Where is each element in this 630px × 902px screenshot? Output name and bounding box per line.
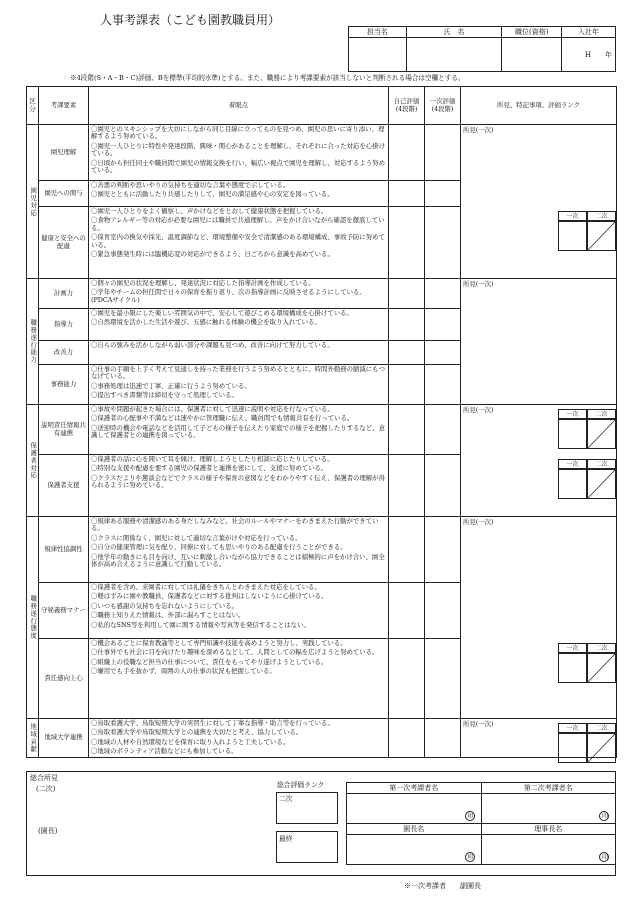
element-cell: 指導力 bbox=[39, 309, 89, 341]
point-text: 〇園児とともに活動したり共感したりして、園児の満足感や心の安定を図っている。 bbox=[91, 190, 334, 199]
tanto-field[interactable] bbox=[349, 38, 407, 72]
second-evaluator-field[interactable] bbox=[481, 794, 616, 824]
point-text: 〇職務上知りえた情報は、外部に漏らすことはない。 bbox=[91, 611, 245, 620]
first-rank-header: 一次 bbox=[558, 211, 587, 221]
evaluation-table bbox=[26, 86, 617, 758]
seal-mark: 印 bbox=[599, 811, 609, 821]
year-field[interactable] bbox=[562, 38, 616, 72]
point-text: 〇自然環境を活かした生活や遊び、五感に触れる体験の機会を取り入れている。 bbox=[91, 318, 321, 327]
point-text: 〇軽はずみに園や教職員、保護者などに対する批判はしないように心掛けている。 bbox=[91, 592, 328, 601]
position-field[interactable] bbox=[502, 38, 562, 72]
point-text: 〇組織上の役職など担当の仕事について、責任をもってやり遂げようとしている。 bbox=[91, 657, 328, 666]
evaluation-notice: ※4段階(S・A・B・C)評価、Bを標準(平均的水準)とする。また、職務により考課要素が該当しないと判断される場合は空欄とする。 bbox=[70, 74, 465, 82]
element-cell: 園児理解 bbox=[39, 125, 89, 181]
col-self-eval: 自己評価 (4段階) bbox=[389, 87, 425, 125]
self-eval-cell[interactable] bbox=[389, 181, 425, 207]
category-cell: 職務遂行態度 bbox=[27, 517, 39, 719]
second-rank-header: 二次 bbox=[587, 723, 616, 733]
first-eval-cell[interactable] bbox=[425, 309, 461, 341]
first-rank-header: 一次 bbox=[558, 459, 587, 469]
first-eval-cell[interactable] bbox=[425, 365, 461, 405]
seal-mark: 印 bbox=[599, 852, 609, 862]
point-text: 〇園児一人ひとりをよく観察し、声かけなどをとおして健康状態を把握している。 bbox=[91, 207, 328, 215]
chairman-label: 理事長名 bbox=[481, 824, 616, 835]
points-cell bbox=[89, 639, 389, 719]
element-cell: 地域大学連携 bbox=[39, 719, 89, 758]
point-text: 〇保護者を含め、来園者に対しては礼儀をきちんとわきまえた対応をしている。 bbox=[91, 583, 321, 591]
points-cell bbox=[89, 181, 389, 207]
rank-boxes bbox=[558, 643, 616, 693]
element-cell: 保護者支援 bbox=[39, 455, 89, 517]
first-rank-header: 一次 bbox=[558, 409, 587, 419]
col-element: 考課要素 bbox=[39, 87, 89, 125]
second-rank-header: 二次 bbox=[587, 409, 616, 419]
first-eval-cell[interactable] bbox=[425, 455, 461, 517]
point-text: 〇園児とのスキンシップを大切にしながら同じ目線に立ってものを見つめ、園児の思いに寄り添い、理解するよう努めている。 bbox=[91, 125, 385, 141]
principal-field[interactable] bbox=[347, 835, 482, 865]
remarks-cell[interactable] bbox=[461, 125, 617, 279]
second-rank-header: 二次 bbox=[587, 459, 616, 469]
point-text: 〇私的なSNS等を利用して園に関する情報や写真等を発信することはない。 bbox=[91, 620, 310, 629]
points-cell bbox=[89, 279, 389, 309]
self-eval-cell[interactable] bbox=[389, 517, 425, 583]
first-rank-field[interactable] bbox=[558, 733, 587, 763]
second-rank-field[interactable] bbox=[587, 653, 616, 683]
col-remarks: 所見、特記事項、評価ランク bbox=[461, 87, 617, 125]
point-text: 〇クラスだよりや懇談会などでクラスの様子や保育の意図などをわかりやすく伝え、保護者の理解が得られるように努めている。 bbox=[91, 473, 385, 490]
first-evaluator-label: 第一次考課者名 bbox=[347, 783, 482, 794]
point-text: 〇他学年の動きにも目を向け、互いに刺激し合いながら協力できることは積極的に声をかけ合い、園全体が高め合えるように意識して行動している。 bbox=[91, 552, 385, 569]
header-col-name: 氏 名 bbox=[406, 27, 502, 38]
point-text: 〇事故や問題が起きた場合には、保護者に対して迅速に説明や対応を行なっている。 bbox=[91, 405, 334, 413]
category-cell: 保護者対応 bbox=[27, 405, 39, 517]
category-cell: 地域貢献 bbox=[27, 719, 39, 758]
first-eval-cell[interactable] bbox=[425, 405, 461, 455]
first-eval-cell[interactable] bbox=[425, 279, 461, 309]
element-cell: 健康と安全への配慮 bbox=[39, 207, 89, 279]
self-eval-cell[interactable] bbox=[389, 719, 425, 758]
self-eval-cell[interactable] bbox=[389, 207, 425, 279]
first-eval-cell[interactable] bbox=[425, 583, 461, 639]
points-cell bbox=[89, 341, 389, 365]
opinion-first-label: 所見(一次) bbox=[463, 126, 494, 134]
element-cell: 説明責任情報共有連携 bbox=[39, 405, 89, 455]
opinion-first-label: 所見(一次) bbox=[463, 720, 494, 728]
point-text: 〇園児一人ひとりに特性や発達段階、興味・関心があることを理解し、それぞれに合った対応を心掛けている。 bbox=[91, 141, 385, 158]
diagonal-slash bbox=[588, 470, 615, 498]
seal-mark: 印 bbox=[465, 852, 475, 862]
point-text: 〇規律ある服務や清潔感のある身だしなみなど、社会のルールやマナーをわきまえた行動ができている。 bbox=[91, 517, 379, 533]
opinion-first-label: 所見(一次) bbox=[463, 518, 494, 526]
header-info-table bbox=[348, 26, 616, 72]
self-eval-cell[interactable] bbox=[389, 125, 425, 181]
points-cell bbox=[89, 517, 389, 583]
page-title: 人事考課表（こども園教職員用） bbox=[100, 13, 281, 27]
point-text: 〇緊急事態発生時には臨機応変の対応ができるよう、日ごろから意識を高めている。 bbox=[91, 250, 334, 259]
first-rank-field[interactable] bbox=[558, 653, 587, 683]
point-text: 〇地域の人材や自然環境などを保育に取り入れようと工夫している。 bbox=[91, 737, 290, 746]
first-rank-field[interactable] bbox=[558, 221, 587, 251]
rank-final-label: 最終 bbox=[279, 835, 293, 843]
point-text: 〇学年やチームの担任間で日々の保育を振り返り、次の指導計画に反映させるようにしている。(PDCAサイクル) bbox=[91, 288, 366, 304]
diagonal-slash bbox=[588, 222, 615, 250]
first-eval-cell[interactable] bbox=[425, 341, 461, 365]
points-cell bbox=[89, 583, 389, 639]
point-text: 〇保護者の心配事や不満などは速やかに管理職に伝え、職員間でも情報共有を行っている。 bbox=[91, 414, 354, 423]
self-eval-cell[interactable] bbox=[389, 405, 425, 455]
first-rank-header: 一次 bbox=[558, 723, 587, 733]
header-col-year: 入社年 bbox=[562, 27, 616, 38]
points-cell bbox=[89, 125, 389, 181]
second-rank-field[interactable] bbox=[587, 733, 616, 763]
element-cell: 園児への関与 bbox=[39, 181, 89, 207]
first-rank-field[interactable] bbox=[558, 469, 587, 499]
first-eval-cell[interactable] bbox=[425, 719, 461, 758]
self-eval-cell[interactable] bbox=[389, 279, 425, 309]
footer-note: ※一次考課者 副園長 bbox=[404, 882, 481, 890]
point-text: 〇機会あるごとに保育教諭等として専門知識や技能を高めようと努力し、実践している。 bbox=[91, 639, 347, 647]
remarks-cell[interactable] bbox=[461, 405, 617, 517]
category-cell: 職務遂行能力 bbox=[27, 279, 39, 405]
points-cell bbox=[89, 365, 389, 405]
first-eval-cell[interactable] bbox=[425, 207, 461, 279]
first-eval-cell[interactable] bbox=[425, 517, 461, 583]
first-evaluator-field[interactable] bbox=[347, 794, 482, 824]
point-text: 〇いつも感謝の気持ちを忘れないようにしている。 bbox=[91, 601, 238, 610]
chairman-field[interactable] bbox=[481, 835, 616, 865]
self-eval-cell[interactable] bbox=[389, 639, 425, 719]
point-text: 〇食物アレルギー等の対応が必要な園児には職員で共通理解し、声をかけ合いながら確認を徹底している。 bbox=[91, 216, 385, 232]
point-text: 〇個々の園児の状況を理解し、発達状況に対応した指導計画を作成している。 bbox=[91, 279, 315, 287]
points-cell bbox=[89, 719, 389, 758]
element-cell: 規律性協調性 bbox=[39, 517, 89, 583]
element-cell: 改善力 bbox=[39, 341, 89, 365]
evaluator-table bbox=[346, 782, 616, 865]
element-cell: 責任感向上心 bbox=[39, 639, 89, 719]
first-eval-cell[interactable] bbox=[425, 125, 461, 181]
overall-director-label: (園長) bbox=[38, 827, 58, 835]
remarks-cell[interactable] bbox=[461, 719, 617, 758]
points-cell bbox=[89, 207, 389, 279]
remarks-cell[interactable] bbox=[461, 279, 617, 418]
self-eval-cell[interactable] bbox=[389, 455, 425, 517]
point-text: 〇保護者の話に心を開いて耳を傾け、理解しようとしたり相談に応じたりしている。 bbox=[91, 455, 334, 463]
point-text: 〇仕事の手順を上手く考えて見通しを持った業務を行うよう努めるとともに、時間外勤務の縮減にもつなげている。 bbox=[91, 365, 385, 381]
points-cell bbox=[89, 309, 389, 341]
rank-second-label: 二次 bbox=[279, 795, 293, 803]
principal-label: 園長名 bbox=[347, 824, 482, 835]
first-rank-header: 一次 bbox=[558, 643, 587, 653]
second-evaluator-label: 第二次考課者名 bbox=[481, 783, 616, 794]
point-text: 〇嫌用でも手を抜かず、周囲の人の仕事の状況も把握している。 bbox=[91, 667, 276, 676]
point-text: 〇園児を最小限にした楽しい雰囲気の中で、安心して遊びこめる環境構成を心掛けている。 bbox=[91, 309, 353, 317]
header-col-position: 職位(資格) bbox=[502, 27, 562, 38]
point-text: 〇特別な支援や配慮を要する園児の保護者と連携を密にして、支援に努めている。 bbox=[91, 464, 328, 473]
second-rank-header: 二次 bbox=[587, 211, 616, 221]
points-cell bbox=[89, 455, 389, 517]
point-text: 〇保育室内の換気や採光、温度調節など、環境整備や安全で清潔感のある環境構成、事故予防に努めている。 bbox=[91, 233, 385, 249]
header-col-tanto: 担当名 bbox=[349, 27, 407, 38]
diagonal-slash bbox=[588, 654, 615, 682]
rank-label: 総合評価ランク bbox=[277, 781, 325, 789]
point-text: 〇日頃から担任同士や職員間で園児の情報交換を行い、幅広い視点で園児を理解し、対応するよう努めている。 bbox=[91, 158, 385, 175]
rank-boxes bbox=[558, 723, 616, 773]
second-rank-field[interactable] bbox=[587, 469, 616, 499]
category-cell: 園児対応 bbox=[27, 125, 39, 279]
opinion-first-label: 所見(一次) bbox=[463, 280, 494, 288]
overall-second-label: (二次) bbox=[36, 785, 56, 793]
point-text: 〇クラスに関係なく、園児に対して適切な言葉がけや対応を行っている。 bbox=[91, 533, 302, 542]
point-text: 〇送迎時の機会や電話などを活用して子どもの様子を伝えたり家庭での様子を把握したりするなど、意識して保護者との連携を図っている。 bbox=[91, 423, 385, 440]
point-text: 〇地域のボランティア活動などにも参加している。 bbox=[91, 747, 238, 756]
year-unit: H 年 bbox=[584, 50, 612, 59]
self-eval-cell[interactable] bbox=[389, 365, 425, 405]
name-field[interactable] bbox=[406, 38, 502, 72]
remarks-cell[interactable] bbox=[461, 517, 617, 719]
col-points: 着眼点 bbox=[89, 87, 389, 125]
self-eval-cell[interactable] bbox=[389, 309, 425, 341]
point-text: 〇仕事外でも社会に目を向けたり趣味を深めるなどして、人間としての幅を広げようと努めている。 bbox=[91, 648, 379, 657]
point-text: 〇事務処理は迅速で丁寧、正確に行うよう努めている。 bbox=[91, 381, 251, 390]
point-text: 〇鳥取看護大学や鳥取短期大学との連携を大切だと考え、協力している。 bbox=[91, 728, 303, 737]
first-eval-cell[interactable] bbox=[425, 181, 461, 207]
col-first-eval: 一次評価 (4段階) bbox=[425, 87, 461, 125]
element-cell: 計画力 bbox=[39, 279, 89, 309]
element-cell: 事務能力 bbox=[39, 365, 89, 405]
self-eval-cell[interactable] bbox=[389, 583, 425, 639]
rank-boxes bbox=[558, 211, 616, 261]
point-text: 〇提出すべき書類等は締切を守って処理している。 bbox=[91, 391, 238, 400]
first-eval-cell[interactable] bbox=[425, 639, 461, 719]
overall-label: 総合所見 bbox=[30, 774, 58, 782]
second-rank-field[interactable] bbox=[587, 221, 616, 251]
point-text: 〇自らの強みを活かしながら弱い部分や課題も見つめ、改善に向けて努力している。 bbox=[91, 341, 334, 349]
opinion-first-label: 所見(一次) bbox=[463, 406, 494, 414]
points-cell bbox=[89, 405, 389, 455]
col-category: 区分 bbox=[27, 87, 39, 125]
diagonal-slash bbox=[588, 734, 615, 762]
element-cell: 守秘義務マナー bbox=[39, 583, 89, 639]
point-text: 〇自分の健康管理に気を配り、同僚に対しても思いやりのある配慮を行うことができる。 bbox=[91, 543, 347, 552]
seal-mark: 印 bbox=[465, 811, 475, 821]
self-eval-cell[interactable] bbox=[389, 341, 425, 365]
point-text: 〇善悪の判断や思いやりの気持ちを適切な言葉や態度で示している。 bbox=[91, 181, 290, 189]
second-rank-header: 二次 bbox=[587, 643, 616, 653]
point-text: 〇鳥取看護大学、鳥取短期大学の実習生に対して丁寧な指導・助言等を行っている。 bbox=[91, 719, 334, 727]
rank-boxes bbox=[558, 459, 616, 509]
